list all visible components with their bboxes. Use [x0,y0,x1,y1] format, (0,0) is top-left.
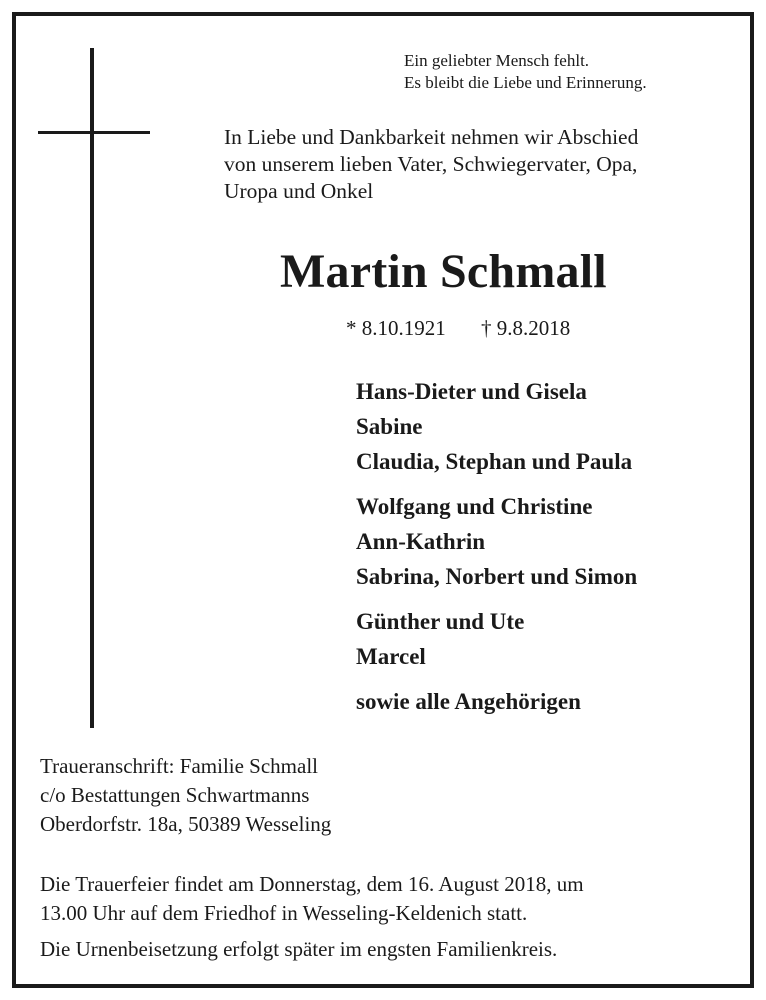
intro-line: von unserem lieben Vater, Schwiegervater, Opa, [224,152,638,176]
funeral-service-info [40,870,730,964]
family-group [356,604,746,674]
burial-note: Die Urnenbeisetzung erfolgt später im engsten Familienkreis. [40,937,558,961]
service-line: 13.00 Uhr auf dem Friedhof in Wesseling-Keldenich statt. [40,901,528,925]
cross-icon [90,48,94,728]
family-line: Claudia, Stephan und Paula [356,449,633,474]
motto [404,50,724,94]
family-group [356,684,746,719]
family-line: Wolfgang und Christine [356,494,593,519]
cross-icon-crossbar [38,131,150,134]
family-line: Hans-Dieter und Gisela [356,379,587,404]
family-line: Sabine [356,414,423,439]
address-line: Traueranschrift: Familie Schmall [40,754,319,778]
life-dates [346,314,570,342]
family-group [356,489,746,594]
family-line: Marcel [356,644,426,669]
family-line: sowie alle Angehörigen [356,689,581,714]
family-line: Sabrina, Norbert und Simon [356,564,638,589]
birth-date: * 8.10.1921 [346,316,446,340]
service-line: Die Trauerfeier findet am Donnerstag, dem 16. August 2018, um [40,872,584,896]
death-date: † 9.8.2018 [481,316,571,340]
mourning-address [40,752,540,839]
intro-text [224,124,744,205]
intro-line: In Liebe und Dankbarkeit nehmen wir Abschied [224,125,639,149]
address-line: c/o Bestattungen Schwartmanns [40,783,310,807]
deceased-name: Martin Schmall [280,245,607,298]
motto-line: Ein geliebter Mensch fehlt. [404,51,590,70]
family-group [356,374,746,479]
intro-line: Uropa und Onkel [224,179,374,203]
family-line: Günther und Ute [356,609,525,634]
family-line: Ann-Kathrin [356,529,486,554]
motto-line: Es bleibt die Liebe und Erinnerung. [404,73,647,92]
address-line: Oberdorfstr. 18a, 50389 Wesseling [40,812,332,836]
family-list [356,374,746,729]
